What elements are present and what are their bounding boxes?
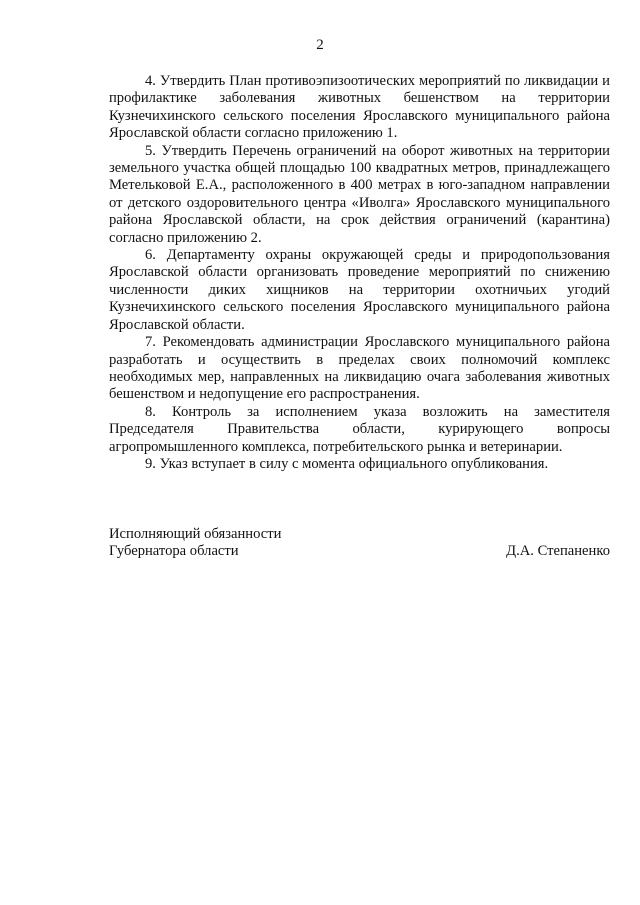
paragraph-item-4: 4. Утвердить План противоэпизоотических мероприятий по ликвидации и профилактике заболевания животных бешенством на территории Кузнечихинского сельского поселения Ярославского муниципального района Ярославской области согласно приложению 1. — [109, 73, 610, 142]
paragraph-item-5: 5. Утвердить Перечень ограничений на оборот животных на территории земельного участка общей площадью 100 квадратных метров, принадлежащего Метельковой Е.А., расположенного в 400 метрах в юго-западном направлении от детского оздоровительного центра «Иволга» Ярославского муниципального района Ярославской области, на срок действия ограничений (карантина) согласно приложению 2. — [109, 142, 610, 246]
paragraph-item-9: 9. Указ вступает в силу с момента официального опубликования. — [145, 455, 549, 472]
document-body — [109, 73, 610, 473]
signatory-title-line-1: Исполняющий обязанности — [109, 526, 282, 542]
signature-block — [109, 526, 610, 561]
paragraph-item-7: 7. Рекомендовать администрации Ярославского муниципального района разработать и осуществить в пределах своих полномочий комплекс необходимых мер, направленных на ликвидацию очага заболевания животных бешенством и недопущение его распространения. — [109, 334, 610, 403]
signature-row — [109, 543, 610, 560]
signatory-title-line-2: Губернатора области — [109, 543, 239, 560]
signatory-name: Д.А. Степаненко — [506, 543, 610, 560]
paragraph-item-8: 8. Контроль за исполнением указа возложить на заместителя Председателя Правительства области, курирующего вопросы агропромышленного комплекса, потребительского рынка и ветеринарии. — [109, 403, 610, 455]
page-number: 2 — [316, 37, 324, 53]
paragraph-item-6: 6. Департаменту охраны окружающей среды и природопользования Ярославской области организовать проведение мероприятий по снижению численности диких хищников на территории охотничьих угодий Кузнечихинского сельского поселения Ярославского муниципального района Ярославской области. — [109, 247, 610, 333]
